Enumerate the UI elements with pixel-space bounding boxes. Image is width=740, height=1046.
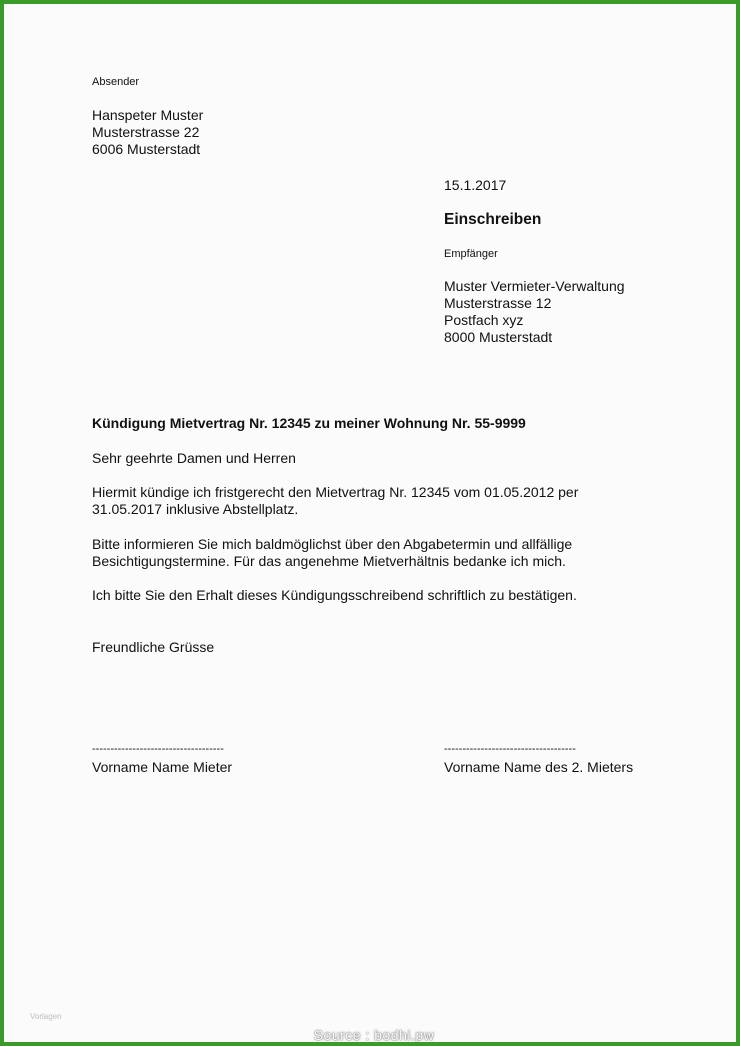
recipient-city: 8000 Musterstadt: [444, 329, 553, 345]
paragraph-line: 31.05.2017 inklusive Abstellplatz.: [92, 501, 299, 517]
source-caption: Source : bodhi.pw: [313, 1027, 435, 1043]
paragraph-request: [92, 536, 652, 570]
paragraph-line: Hiermit kündige ich fristgerecht den Mietvertrag Nr. 12345 vom 01.05.2012 per: [92, 484, 579, 500]
delivery-type: Einschreiben: [444, 211, 542, 228]
letter-closing: Freundliche Grüsse: [92, 639, 215, 655]
recipient-street: Musterstrasse 12: [444, 295, 552, 311]
recipient-postbox: Postfach xyz: [444, 312, 524, 328]
recipient-label: Empfänger: [444, 248, 498, 260]
signature-line-second-tenant: ------------------------------------: [444, 743, 576, 755]
paragraph-confirmation: [92, 587, 652, 604]
paragraph-line: Ich bitte Sie den Erhalt dieses Kündigungsschreibend schriftlich zu bestätigen.: [92, 587, 577, 603]
sender-label: Absender: [92, 76, 140, 88]
sender-name: Hanspeter Muster: [92, 107, 204, 123]
signature-name-tenant: Vorname Name Mieter: [92, 759, 233, 775]
letter-subject: Kündigung Mietvertrag Nr. 12345 zu meiner Wohnung Nr. 55-9999: [92, 415, 526, 431]
paragraph-notice: [92, 484, 652, 518]
letter-salutation: Sehr geehrte Damen und Herren: [92, 450, 296, 466]
sender-street: Musterstrasse 22: [92, 124, 200, 140]
signature-line-tenant: ------------------------------------: [92, 743, 224, 755]
paragraph-line: Besichtigungstermine. Für das angenehme Mietverhältnis bedanke ich mich.: [92, 553, 566, 569]
letter-date: 15.1.2017: [444, 177, 507, 193]
recipient-name: Muster Vermieter-Verwaltung: [444, 278, 625, 294]
watermark-text: Vorlagen: [30, 1012, 62, 1021]
paragraph-line: Bitte informieren Sie mich baldmöglichst über den Abgabetermin und allfällige: [92, 536, 573, 552]
signature-name-second-tenant: Vorname Name des 2. Mieters: [444, 759, 634, 775]
sender-city: 6006 Musterstadt: [92, 141, 201, 157]
